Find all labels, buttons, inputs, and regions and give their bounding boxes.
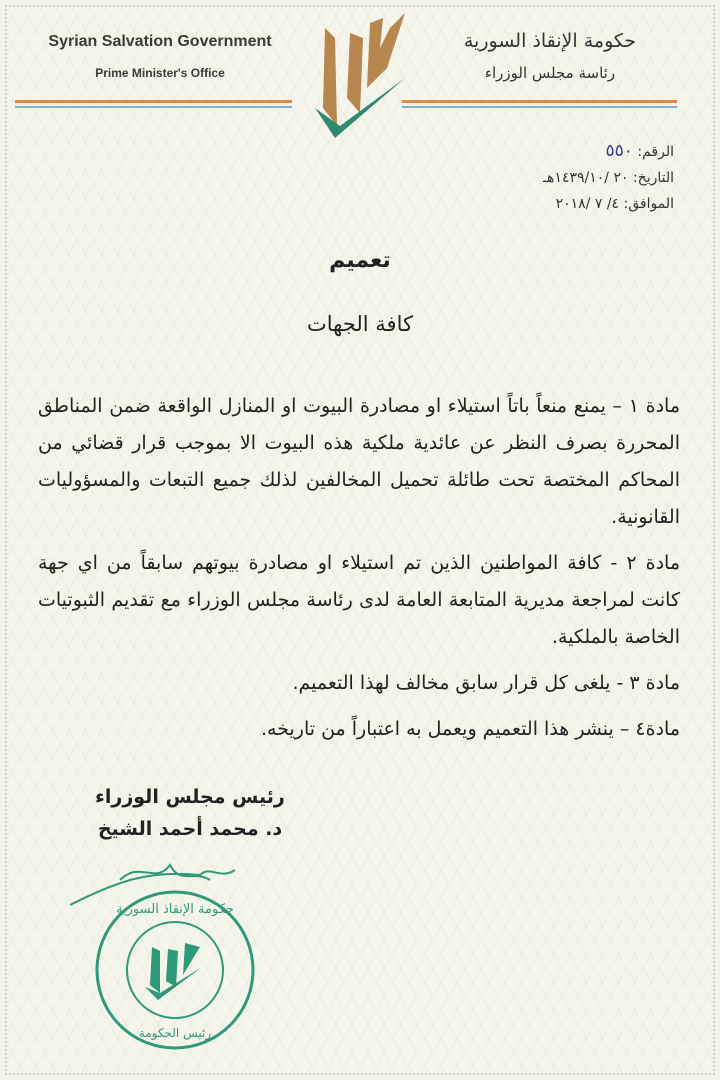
reference-block [543, 138, 674, 217]
header-en-subtitle: Prime Minister's Office [95, 66, 225, 80]
logo-icon [295, 8, 410, 138]
article-2: مادة ٢ - كافة المواطنين الذين تم استيلاء او مصادرة بيوتهم سابقاً من اي جهة كانت لمراجعة مديرية المتابعة العامة لدى رئاسة مجلس الوزراء مع تقديم الثبوتيات الخاصة بالملكية. [38, 552, 681, 648]
greg-value: ٤/ ٧ /٢٠١٨ [555, 196, 620, 212]
header-rule-right [402, 100, 677, 103]
addressee: كافة الجهات [306, 312, 413, 336]
header-rule-left-blue [15, 106, 292, 108]
stamp-top-text: حكومة الإنقاذ السورية [116, 902, 234, 917]
number-label: الرقم: [637, 144, 674, 160]
article-1: مادة ١ – يمنع منعاً باتاً استيلاء او مصادرة البيوت او المنازل الواقعة ضمن المناطق المحررة بصرف النظر عن عائدية ملكية هذه البيوت الا بموجب قرار قضائي من المحاكم المختصة تحت طائلة تحميل المخالفين لذلك جميع التبعات والمسؤوليات القانونية. [38, 395, 681, 528]
article-3: مادة ٣ - يلغى كل قرار سابق مخالف لهذا التعميم. [292, 672, 680, 694]
document-body [38, 388, 680, 757]
number-value: ٥٥٠ [605, 141, 633, 161]
header-en-title: Syrian Salvation Government [48, 33, 272, 50]
date-label: التاريخ: [632, 170, 674, 186]
official-stamp [90, 885, 260, 1055]
article-4: مادة٤ – ينشر هذا التعميم ويعمل به اعتباراً من تاريخه. [261, 718, 680, 740]
document-title: تعميم [329, 248, 391, 273]
header-ar-title: حكومة الإنقاذ السورية [463, 30, 637, 52]
signatory-role: رئيس مجلس الوزراء [95, 786, 285, 808]
date-value: ٢٠ /١٤٣٩/١٠هـ [542, 170, 629, 186]
header-rule-left [15, 100, 292, 103]
signatory-name: د. محمد أحمد الشيخ [97, 818, 283, 840]
stamp-bottom-text: رئيس الحكومة [138, 1026, 212, 1040]
header-rule-right-blue [402, 106, 677, 108]
header-ar-subtitle: رئاسة مجلس الوزراء [484, 64, 616, 82]
greg-label: الموافق: [623, 196, 674, 212]
